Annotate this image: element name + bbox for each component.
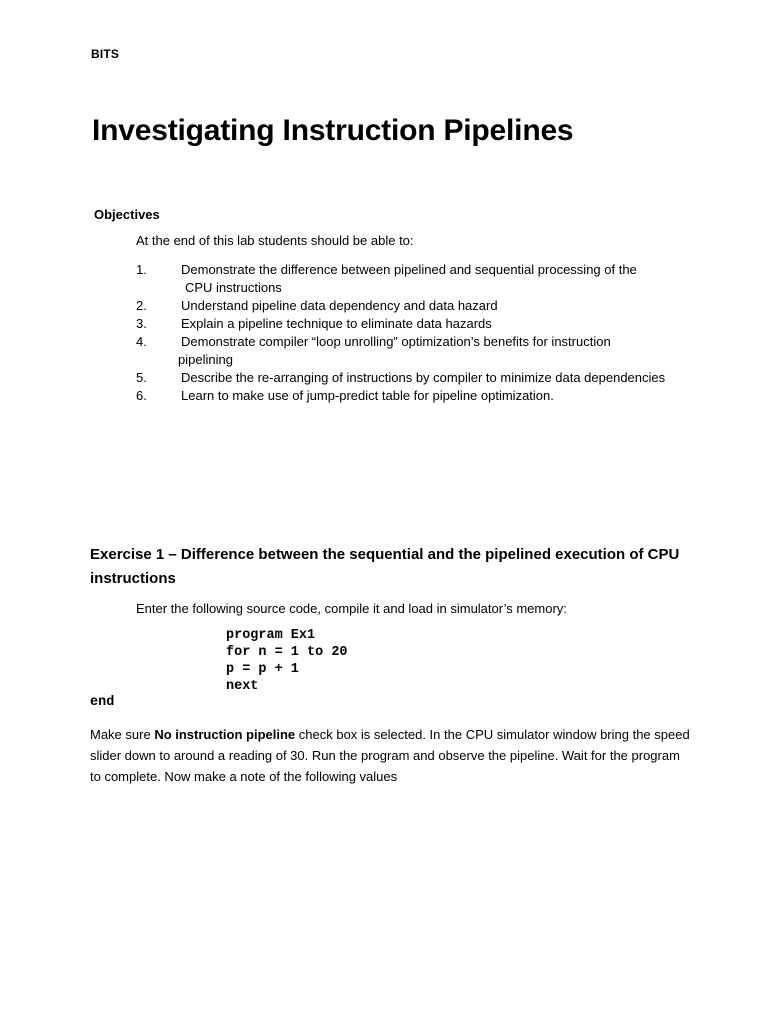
paragraph-text: Make sure bbox=[90, 727, 155, 742]
list-item-number: 5. bbox=[136, 370, 147, 385]
list-item-text: Explain a pipeline technique to eliminate data hazards bbox=[181, 316, 492, 331]
code-line: program Ex1 bbox=[226, 628, 316, 643]
list-item-number: 4. bbox=[136, 334, 147, 349]
page-title: Investigating Instruction Pipelines bbox=[92, 114, 574, 147]
code-line: end bbox=[90, 695, 115, 710]
exercise-1-title: Exercise 1 – Difference between the sequential and the pipelined execution of CPU instructions bbox=[90, 546, 680, 587]
objectives-heading: Objectives bbox=[94, 207, 160, 222]
exercise-1-instruction: Enter the following source code, compile it and load in simulator’s memory: bbox=[136, 601, 567, 616]
list-item-number: 3. bbox=[136, 316, 147, 331]
list-item-number: 6. bbox=[136, 388, 147, 403]
list-item-text: Learn to make use of jump-predict table for pipeline optimization. bbox=[181, 388, 554, 403]
header-label: BITS bbox=[91, 47, 120, 61]
list-item-text: Demonstrate compiler “loop unrolling” optimization’s benefits for instruction bbox=[181, 334, 611, 349]
list-item-text-continued: pipelining bbox=[178, 352, 233, 367]
list-item-text: Demonstrate the difference between pipelined and sequential processing of the bbox=[181, 262, 637, 277]
code-line: p = p + 1 bbox=[226, 662, 299, 677]
list-item-text: Describe the re-arranging of instructions by compiler to minimize data dependencies bbox=[181, 370, 666, 385]
list-item-text-continued: CPU instructions bbox=[185, 280, 282, 295]
code-line: for n = 1 to 20 bbox=[226, 645, 348, 660]
objectives-intro: At the end of this lab students should be able to: bbox=[136, 233, 414, 248]
code-line: next bbox=[226, 679, 259, 694]
paragraph-text: check box is selected. In the CPU simulator window bring the speed slider down to around a reading of 30. Run the program and observe the pipeline. Wait for the program to complete. Now make a note of the following values bbox=[90, 727, 690, 784]
list-item-number: 2. bbox=[136, 298, 147, 313]
paragraph-bold-text: No instruction pipeline bbox=[154, 727, 296, 742]
exercise-1-paragraph bbox=[90, 724, 690, 787]
list-item-text: Understand pipeline data dependency and data hazard bbox=[181, 298, 498, 313]
list-item-number: 1. bbox=[136, 262, 147, 277]
